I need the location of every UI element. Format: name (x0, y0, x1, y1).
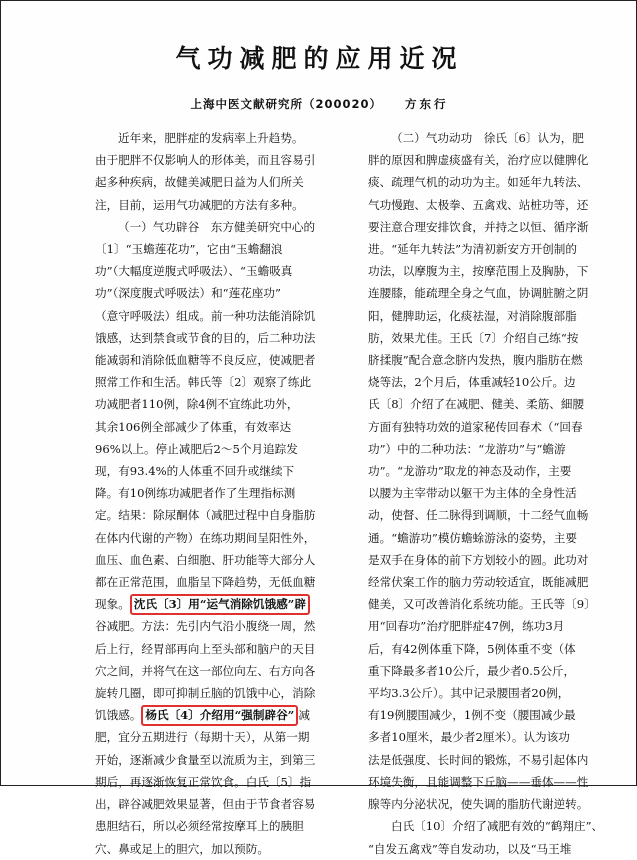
left-column-line (95, 194, 348, 216)
right-column-line (368, 638, 619, 660)
left-column-line (95, 127, 348, 149)
line-text: 出，辟谷减肥效果显著，但由于节食者容易 (95, 797, 316, 812)
line-text: 连腰膝，能疏理全身之气血，协调脏腑之阴 (368, 286, 589, 301)
right-column-line (368, 282, 619, 304)
line-text: 法是低强度、长时间的锻炼，不易引起体内 (368, 752, 589, 767)
line-text: 气功慢跑、太极拳、五禽戏、站桩功等，还 (368, 197, 589, 212)
line-text: 功”（深度腹式呼吸法）和“莲花座功” (95, 286, 281, 301)
left-column-line (95, 482, 348, 504)
right-column-line (368, 327, 619, 349)
line-text: 由于肥胖不仅影响人的形体美，而且容易引 (95, 153, 316, 168)
line-text: 现象。 (95, 597, 130, 612)
right-column-line (368, 482, 619, 504)
left-column-line (95, 438, 348, 460)
left-column-line (95, 282, 348, 304)
line-text: （二）气功动功 徐氏〔6〕认为，肥 (391, 131, 584, 145)
line-text: 功减肥者110例，除4例不宜练此功外， (95, 397, 299, 412)
right-column-line (368, 460, 619, 482)
right-column-line (368, 726, 619, 748)
line-text: 功”）中的二种功法：“龙游功”与“蟾游 (368, 441, 566, 456)
right-column-line (368, 682, 619, 704)
line-text: 是双手在身体的前下方划较小的圆。此功对 (368, 552, 589, 567)
line-text: 患胆结石，所以必须经常按摩耳上的胰胆 (95, 819, 304, 834)
line-text: 血压、血色素、白细胞、肝功能等大部分人 (95, 552, 316, 567)
line-text: 旋转几圈，即可抑制丘脑的饥饿中心，消除 (95, 686, 316, 701)
right-column-line (368, 815, 619, 837)
left-column-line (95, 749, 348, 771)
line-text: 健美，又可改善消化系统功能。王氏等〔9〕 (368, 597, 596, 612)
line-text-after: 减 (298, 708, 310, 723)
right-column-line (368, 704, 619, 726)
line-text: 96%以上。停止减肥后2～5个月追踪发 (95, 441, 298, 456)
left-column-line (95, 638, 348, 660)
line-text: 都在正常范围，血脂呈下降趋势，无低血糖 (95, 575, 316, 590)
line-text: 现，有93.4%的人体重不回升或继续下 (95, 464, 295, 479)
line-text: 脐揉腹”配合意念脐内发热，腹内脂肪在燃 (368, 353, 583, 368)
line-text: 方面有独特功效的道家秘传回春术（“回春 (368, 419, 583, 434)
line-text: 白氏〔10〕介绍了减肥有效的“鹤翔庄”、 (391, 819, 604, 834)
line-text: 近年来，肥胖症的发病率上升趋势。 (118, 131, 304, 145)
left-column-line (95, 793, 348, 815)
left-column-line (95, 504, 348, 526)
right-column-line (368, 149, 619, 171)
right-column-line (368, 615, 619, 637)
line-text: 穴之间，并将气在这一部位向左、右方向各 (95, 663, 316, 678)
line-text: 痰、疏理气机的动功为主。如延年九转法、 (368, 175, 589, 190)
line-text: 后上行，经胃部再向上至头部和脑户的天目 (95, 641, 316, 656)
right-column-line (368, 527, 619, 549)
line-text: 经常伏案工作的脑力劳动较适宜，既能减肥 (368, 575, 589, 590)
right-column-line (368, 438, 619, 460)
line-text: 重下降最多者10公斤，最少者0.5公斤， (368, 663, 576, 678)
left-column-line (95, 327, 348, 349)
line-text: 饿感，达到禁食或节食的目的，后二种功法 (95, 330, 316, 345)
right-column-line (368, 838, 619, 860)
right-column-line (368, 749, 619, 771)
author-name: 方东行 (405, 97, 449, 111)
line-text: 降。有10例练功减肥者作了生理指标测 (95, 486, 296, 501)
line-text: 进。“延年九转法”为清初新安方开创制的 (368, 242, 577, 257)
line-text: 动，使督、任二脉得到调顺，十二经气血畅 (368, 508, 589, 523)
right-column-line (368, 238, 619, 260)
right-text-column (368, 127, 619, 860)
right-column-line (368, 549, 619, 571)
line-text: 烧等法，2个月后，体重减轻10公斤。边 (368, 375, 576, 390)
left-column-line (95, 371, 348, 393)
right-column-line (368, 171, 619, 193)
left-column-line (95, 527, 348, 549)
left-column-line (95, 460, 348, 482)
right-column-line (368, 793, 619, 815)
left-column-line (95, 571, 348, 593)
right-column-line (368, 260, 619, 282)
line-text: 注，目前，运用气功减肥的方法有多种。 (95, 197, 304, 212)
right-column-line (368, 127, 619, 149)
line-text: 功”（大幅度逆腹式呼吸法）、“玉蟾吸真 (95, 264, 293, 279)
line-text: 定。结果：除尿酮体（减肥过程中自身脂肪 (95, 508, 316, 523)
right-column-line (368, 194, 619, 216)
line-text: 多者10厘米，最少者2厘米）。认为该功 (368, 730, 570, 745)
highlighted-citation: 沈氏〔3〕用“运气消除饥饿感”辟 (130, 594, 310, 615)
line-text: 以腰为主宰带动以躯干为主体的全身性活 (368, 486, 577, 501)
line-text: 功”。“龙游功”取龙的神态及动作，主要 (368, 464, 572, 479)
left-column-line (95, 171, 348, 193)
line-text: 平均3.3公斤）。其中记录腰围者20例， (368, 686, 570, 701)
left-column-line (95, 349, 348, 371)
left-column-line (95, 838, 348, 860)
line-text: 在体内代谢的产物）在练功期间呈阳性外， (95, 530, 316, 545)
left-column-line (95, 260, 348, 282)
line-text: 肪，效果尤佳。王氏〔7〕介绍自己练“按 (368, 330, 579, 345)
line-text: 环境失衡，且能调整下丘脑——垂体——性 (368, 774, 589, 789)
line-text: 其余106例全部减少了体重，有效率达 (95, 419, 292, 434)
line-text: （意守呼吸法）组成。前一种功法能消除饥 (95, 308, 316, 323)
left-column-line (95, 726, 348, 748)
left-column-line (95, 393, 348, 415)
left-column-line (95, 149, 348, 171)
line-text: 期后，再逐渐恢复正常饮食。白氏〔5〕指 (95, 774, 312, 789)
line-text: “自发五禽戏”等自发动功，以及“马王堆 (368, 841, 572, 856)
line-text: 开始，逐渐减少食量至以流质为主，到第三 (95, 752, 316, 767)
line-text: 腺等内分泌状况，使失调的脂肪代谢逆转。 (368, 797, 589, 812)
right-column-line (368, 393, 619, 415)
left-text-column (95, 127, 348, 860)
line-text: 氏〔8〕介绍了在减肥、健美、柔筋、細腰 (368, 397, 585, 412)
line-text: 肥，宜分五期进行（每期十天），从第一期 (95, 730, 310, 745)
line-text: 用“回春功”治疗肥胖症47例，练功3月 (368, 619, 565, 634)
affiliation-line (1, 96, 637, 112)
right-column-line (368, 371, 619, 393)
right-column-line (368, 216, 619, 238)
left-column-line (95, 216, 348, 238)
line-text: 起多种疾病，故健美减肥日益为人们所关 (95, 175, 304, 190)
line-text: 能减弱和消除低血糖等不良反应，使减肥者 (95, 353, 316, 368)
left-column-line (95, 815, 348, 837)
left-column-line (95, 615, 348, 637)
left-column-line (95, 593, 348, 615)
line-text: 〔1〕“玉蟾莲花功”，它由“玉蟾翻浪 (95, 242, 283, 257)
right-column-line (368, 305, 619, 327)
right-column-line (368, 571, 619, 593)
left-column-line (95, 704, 348, 726)
left-column-line (95, 682, 348, 704)
line-text: （一）气功辟谷 东方健美研究中心的 (118, 219, 316, 234)
line-text: 穴、鼻或足上的胆穴，加以预防。 (95, 841, 269, 856)
line-text: 通。“蟾游功”模仿蟾蜍游泳的姿势，主要 (368, 530, 577, 545)
left-column-line (95, 416, 348, 438)
line-text: 胖的原因和脾虚痰盛有关，治疗应以健脾化 (368, 153, 589, 168)
left-column-line (95, 305, 348, 327)
right-column-line (368, 771, 619, 793)
left-column-line (95, 660, 348, 682)
line-text: 饥饿感。 (95, 708, 142, 723)
affiliation: 上海中医文献研究所（200020） (190, 97, 382, 111)
right-column-line (368, 349, 619, 371)
article-title: 气功减肥的应用近况 (175, 44, 464, 73)
left-column-line (95, 238, 348, 260)
line-text: 阳，健脾助运，化痰祛湿，对消除腹部脂 (368, 308, 577, 323)
line-text: 功法，以摩腹为主，按摩范围上及胸胁，下 (368, 264, 589, 279)
line-text: 照常工作和生活。韩氏等〔2〕观察了练此 (95, 375, 312, 390)
left-column-line (95, 771, 348, 793)
highlighted-citation: 杨氏〔4〕介绍用“强制辟谷” (141, 705, 298, 726)
right-column-line (368, 416, 619, 438)
right-column-line (368, 593, 619, 615)
line-text: 谷减肥。方法：先引内气沿小腹绕一周，然 (95, 619, 316, 634)
line-text: 后，有42例体重下降，5例体重不变（体 (368, 641, 576, 656)
right-column-line (368, 660, 619, 682)
line-text: 要注意合理安排饮食，并持之以恒、循序渐 (368, 219, 589, 234)
left-column-line (95, 549, 348, 571)
line-text: 有19例腰围减少，1例不变（腰围减少最 (368, 708, 576, 723)
right-column-line (368, 504, 619, 526)
